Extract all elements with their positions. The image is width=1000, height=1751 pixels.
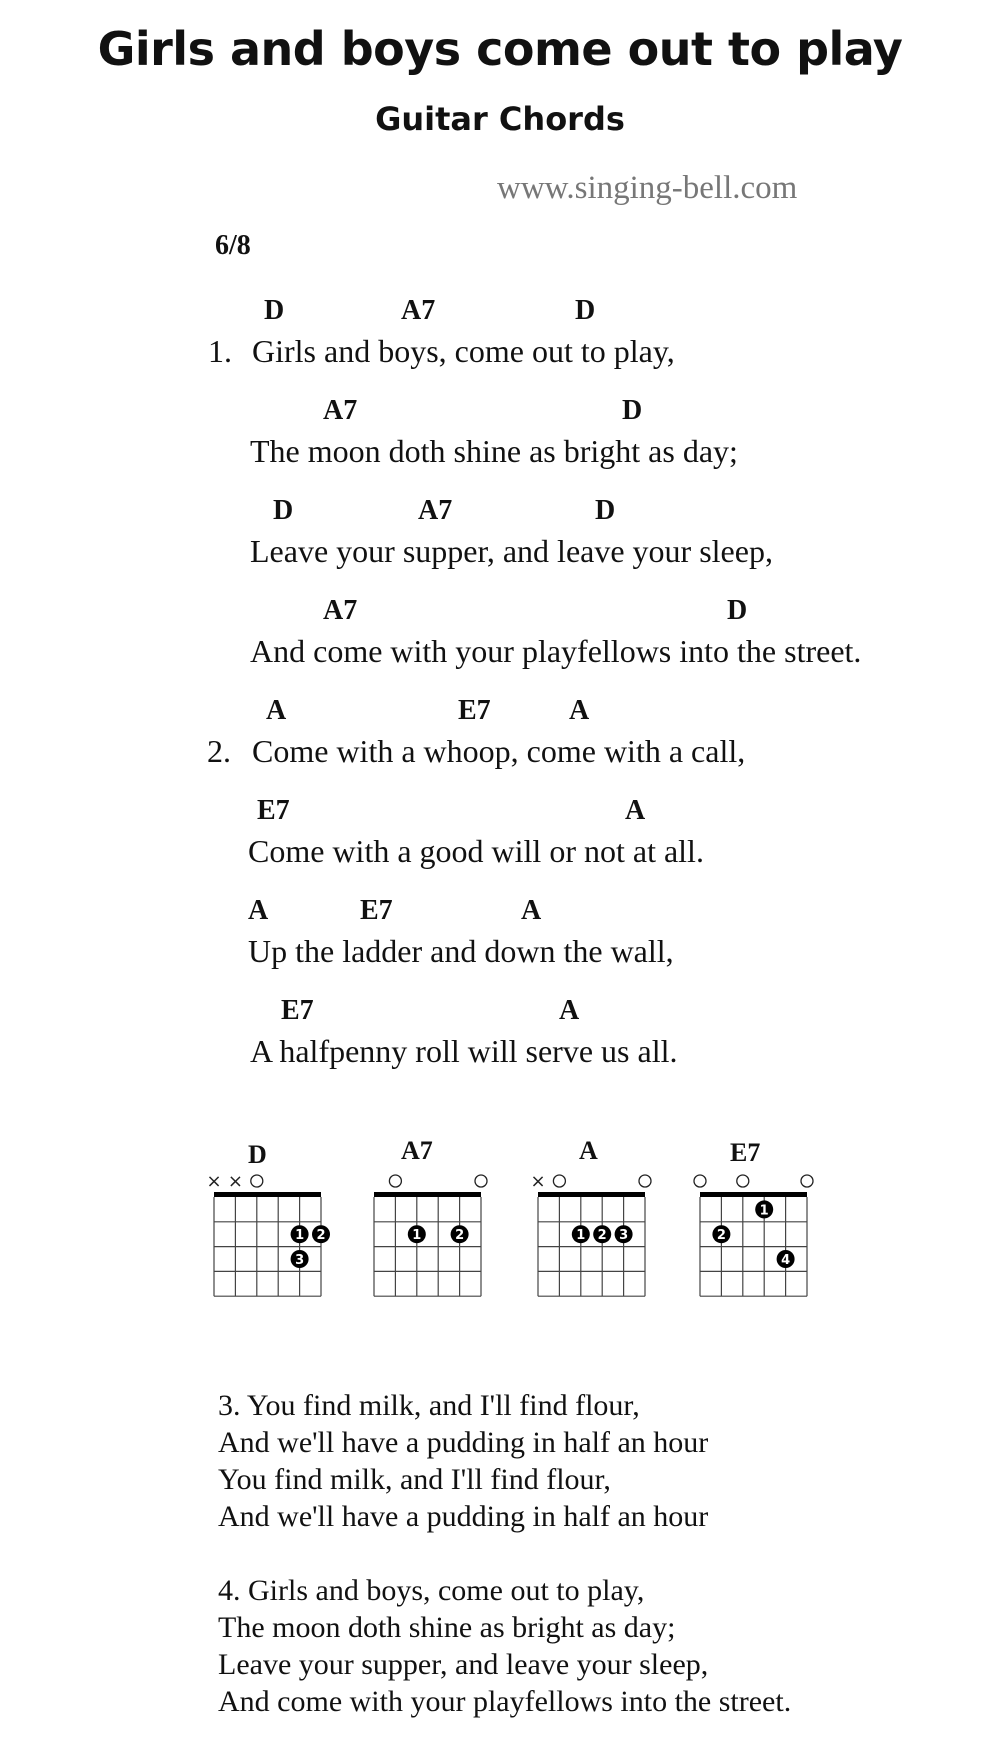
- verse-3: [218, 1387, 708, 1535]
- nut: [700, 1192, 807, 1197]
- chord-label: D: [575, 295, 596, 326]
- time-signature: 6/8: [215, 230, 251, 261]
- nut: [214, 1192, 321, 1197]
- finger-number: 2: [716, 1228, 726, 1244]
- chord-diagram-label: E7: [730, 1138, 761, 1167]
- chord-diagram-label: A: [579, 1136, 598, 1165]
- chord-label: E7: [281, 995, 314, 1026]
- subtitle: Guitar Chords: [375, 100, 625, 138]
- lyric-line: The moon doth shine as bright as day;: [250, 433, 738, 469]
- nut: [374, 1192, 481, 1197]
- chord-label: A: [569, 695, 590, 726]
- chord-label: E7: [360, 895, 393, 926]
- lyric-line: And we'll have a pudding in half an hour: [218, 1426, 709, 1459]
- chord-label: A7: [401, 295, 436, 326]
- verse-4: [218, 1572, 791, 1720]
- chord-label: A: [248, 895, 269, 926]
- lyric-line: Up the ladder and down the wall,: [248, 933, 674, 969]
- lyric-line: Leave your supper, and leave your sleep,: [218, 1648, 709, 1681]
- chord-label: A: [521, 895, 542, 926]
- verse-number: 1.: [208, 333, 232, 369]
- lyric-line: You find milk, and I'll find flour,: [218, 1463, 611, 1496]
- open-string-marker: [694, 1175, 706, 1187]
- finger-number: 2: [597, 1228, 607, 1244]
- chord-label: A7: [323, 395, 358, 426]
- chord-diagram-label: D: [248, 1140, 267, 1169]
- finger-number: 3: [295, 1253, 305, 1268]
- chord-label: A: [266, 695, 287, 726]
- finger-number: 1: [759, 1203, 769, 1219]
- muted-string-marker: ×: [206, 1171, 222, 1192]
- lyric-line: Come with a good will or not at all.: [248, 833, 704, 869]
- lyric-line: 4. Girls and boys, come out to play,: [218, 1574, 645, 1607]
- finger-number: 2: [455, 1228, 465, 1244]
- open-string-marker: [251, 1175, 263, 1187]
- lyric-line: And come with your playfellows into the street.: [250, 633, 862, 669]
- lyric-line: Girls and boys, come out to play,: [252, 333, 675, 369]
- lyric-line: And we'll have a pudding in half an hour: [218, 1500, 709, 1533]
- website-link[interactable]: www.singing-bell.com: [497, 170, 798, 206]
- chord-label: D: [622, 395, 643, 426]
- chord-label: A7: [323, 595, 358, 626]
- open-string-marker: [389, 1175, 401, 1187]
- muted-string-marker: ×: [530, 1171, 546, 1192]
- lyric-line: The moon doth shine as bright as day;: [218, 1611, 676, 1644]
- lyric-line: 3. You find milk, and I'll find flour,: [218, 1389, 640, 1422]
- open-string-marker: [553, 1175, 565, 1187]
- verse-number: 2.: [207, 733, 231, 769]
- chord-label: E7: [257, 795, 290, 826]
- muted-string-marker: ×: [227, 1171, 243, 1192]
- open-string-marker: [639, 1175, 651, 1187]
- lyric-line: Leave your supper, and leave your sleep,: [250, 533, 773, 569]
- chord-label: A: [559, 995, 580, 1026]
- finger-number: 1: [295, 1228, 305, 1244]
- chord-label: D: [727, 595, 748, 626]
- chord-diagram-label: A7: [401, 1136, 433, 1165]
- open-string-marker: [801, 1175, 813, 1187]
- chord-label: E7: [458, 695, 491, 726]
- chord-label: A: [625, 795, 646, 826]
- lyric-line: And come with your playfellows into the street.: [218, 1685, 792, 1718]
- nut: [538, 1192, 645, 1197]
- chord-label: D: [273, 495, 294, 526]
- open-string-marker: [737, 1175, 749, 1187]
- lyric-line: Come with a whoop, come with a call,: [252, 733, 746, 769]
- chord-label: A7: [418, 495, 453, 526]
- open-string-marker: [475, 1175, 487, 1187]
- chord-label: D: [595, 495, 616, 526]
- chord-label: D: [264, 295, 285, 326]
- finger-number: 4: [781, 1253, 791, 1268]
- song-title: Girls and boys come out to play: [97, 22, 903, 76]
- finger-number: 1: [412, 1228, 422, 1244]
- finger-number: 1: [576, 1228, 586, 1244]
- finger-number: 2: [316, 1228, 326, 1244]
- lyric-line: A halfpenny roll will serve us all.: [250, 1033, 678, 1069]
- finger-number: 3: [619, 1228, 629, 1244]
